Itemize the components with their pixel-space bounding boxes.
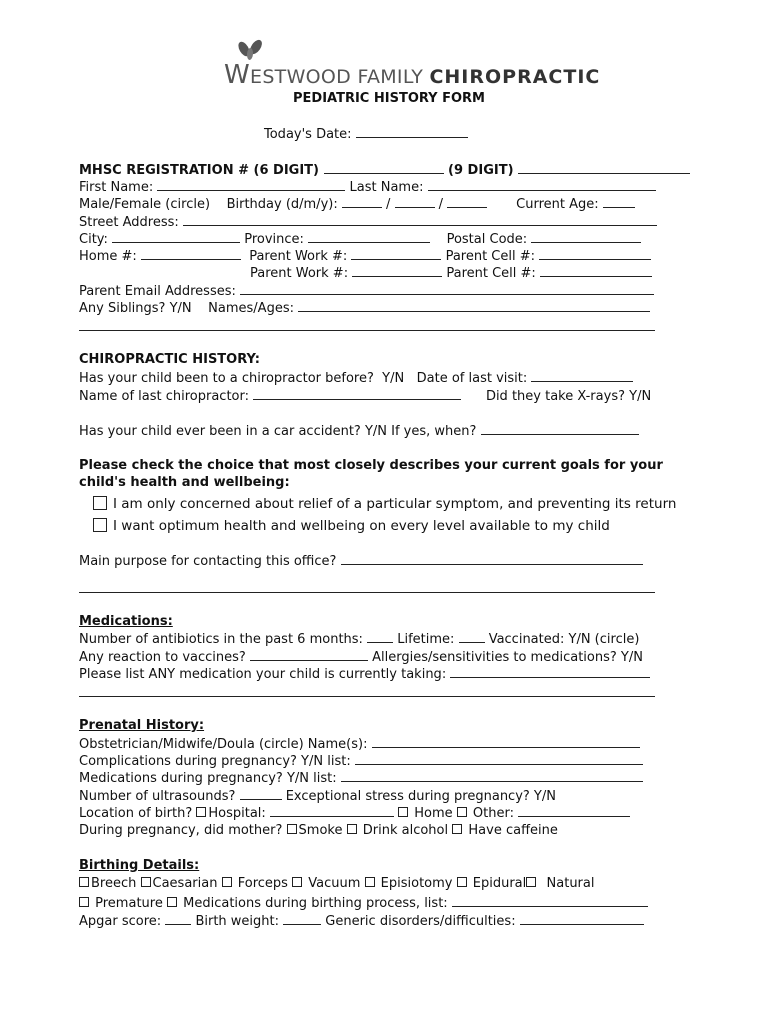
meds-birthing-label: Medications during birthing process, list: bbox=[183, 896, 448, 911]
checkbox-icon[interactable] bbox=[452, 824, 462, 834]
goals-heading-2: child's health and wellbeing: bbox=[79, 475, 290, 490]
slash: / bbox=[386, 197, 391, 212]
allergies-label: Allergies/sensitivities to medications? Y/N bbox=[372, 650, 643, 665]
city-label: City: bbox=[79, 232, 108, 247]
vacuum-label: Vacuum bbox=[308, 876, 361, 891]
checkbox-icon[interactable] bbox=[93, 518, 107, 532]
checkbox-icon[interactable] bbox=[457, 807, 467, 817]
premature-label: Premature bbox=[95, 896, 163, 911]
hospital-label: Hospital: bbox=[208, 806, 266, 821]
med-list-extra-line[interactable] bbox=[79, 696, 655, 697]
reaction-label: Any reaction to vaccines? bbox=[79, 650, 246, 665]
main-purpose-label: Main purpose for contacting this office? bbox=[79, 554, 337, 569]
car-accident-row[interactable] bbox=[79, 423, 639, 440]
prenatal-meds-row[interactable] bbox=[79, 770, 643, 787]
logo-chiropractic: CHIROPRACTIC bbox=[429, 66, 601, 88]
been-before-label: Has your child been to a chiropractor before? bbox=[79, 371, 374, 386]
mhsc-label: MHSC REGISTRATION # (6 DIGIT) bbox=[79, 163, 319, 178]
checkbox-icon[interactable] bbox=[79, 897, 89, 907]
did-mother-row[interactable] bbox=[79, 823, 558, 839]
apgar-label: Apgar score: bbox=[79, 914, 162, 929]
home-row[interactable] bbox=[79, 248, 651, 265]
checkbox-icon[interactable] bbox=[93, 496, 107, 510]
checkbox-icon[interactable] bbox=[287, 824, 297, 834]
breech-label: Breech bbox=[91, 876, 137, 891]
last-chiro-row[interactable] bbox=[79, 388, 651, 405]
natural-label: Natural bbox=[546, 876, 595, 891]
home-label: Home #: bbox=[79, 249, 137, 264]
obstetrician-row[interactable] bbox=[79, 736, 640, 753]
home-birth-label: Home bbox=[414, 806, 453, 821]
goal-option-symptom[interactable] bbox=[93, 496, 676, 512]
sex-birthday-row[interactable] bbox=[79, 196, 635, 213]
province-label: Province: bbox=[244, 232, 304, 247]
checkbox-icon[interactable] bbox=[292, 877, 302, 887]
alcohol-label: Drink alcohol bbox=[362, 823, 449, 838]
postal-label: Postal Code: bbox=[446, 232, 528, 247]
siblings-row[interactable] bbox=[79, 300, 650, 317]
todays-date-label: Today's Date: bbox=[264, 127, 352, 142]
obstetrician-label: Obstetrician/Midwife/Doula (circle) Name(s): bbox=[79, 737, 368, 752]
parent-work-row-2[interactable] bbox=[250, 265, 652, 282]
current-age-label: Current Age: bbox=[516, 197, 599, 212]
med-list-label: Please list ANY medication your child is currently taking: bbox=[79, 667, 447, 682]
prenatal-meds-label: Medications during pregnancy? Y/N list: bbox=[79, 771, 337, 786]
premature-row[interactable] bbox=[79, 895, 648, 912]
med-list-row[interactable] bbox=[79, 666, 650, 683]
generic-label: Generic disorders/difficulties: bbox=[325, 914, 516, 929]
goal-option-wellness[interactable] bbox=[93, 518, 610, 534]
apgar-row[interactable] bbox=[79, 913, 644, 930]
yn-label: Y/N bbox=[382, 371, 405, 386]
name-row[interactable] bbox=[79, 179, 656, 196]
street-row[interactable] bbox=[79, 214, 657, 231]
smoke-label: Smoke bbox=[298, 823, 343, 838]
birthing-options-row[interactable] bbox=[79, 876, 594, 892]
car-accident-label: Has your child ever been in a car accident? Y/N If yes, when? bbox=[79, 424, 477, 439]
checkbox-icon[interactable] bbox=[398, 807, 408, 817]
stress-label: Exceptional stress during pregnancy? Y/N bbox=[285, 789, 556, 804]
checkbox-icon[interactable] bbox=[79, 877, 89, 887]
medications-heading: Medications: bbox=[79, 614, 173, 629]
forceps-label: Forceps bbox=[237, 876, 288, 891]
names-ages-label: Names/Ages: bbox=[208, 301, 294, 316]
city-row[interactable] bbox=[79, 231, 641, 248]
logo-initial: W bbox=[224, 60, 251, 90]
checkbox-icon[interactable] bbox=[141, 877, 151, 887]
street-label: Street Address: bbox=[79, 215, 179, 230]
parent-work-label: Parent Work #: bbox=[250, 266, 349, 281]
antibiotics-row[interactable] bbox=[79, 631, 639, 648]
other-label: Other: bbox=[472, 806, 514, 821]
checkbox-icon[interactable] bbox=[167, 897, 177, 907]
checkbox-icon[interactable] bbox=[222, 877, 232, 887]
ultrasounds-label: Number of ultrasounds? bbox=[79, 789, 236, 804]
vaccinated-label: Vaccinated: Y/N (circle) bbox=[488, 632, 640, 647]
last-visit-label: Date of last visit: bbox=[416, 371, 528, 386]
lifetime-label: Lifetime: bbox=[397, 632, 455, 647]
nine-digit-label: (9 DIGIT) bbox=[448, 163, 514, 178]
complications-label: Complications during pregnancy? Y/N list: bbox=[79, 754, 351, 769]
birth-weight-label: Birth weight: bbox=[195, 914, 279, 929]
form-title: PEDIATRIC HISTORY FORM bbox=[293, 91, 485, 106]
chiro-before-row[interactable] bbox=[79, 370, 633, 387]
checkbox-icon[interactable] bbox=[457, 877, 467, 887]
caesarian-label: Caesarian bbox=[152, 876, 218, 891]
chiro-heading: CHIROPRACTIC HISTORY: bbox=[79, 352, 261, 367]
main-purpose-extra-line[interactable] bbox=[79, 592, 655, 593]
siblings-extra-line[interactable] bbox=[79, 330, 655, 331]
logo-name: ESTWOOD FAMILY bbox=[250, 66, 430, 88]
last-chiro-label: Name of last chiropractor: bbox=[79, 389, 249, 404]
ultrasounds-row[interactable] bbox=[79, 788, 556, 805]
goal-option-symptom-label: I am only concerned about relief of a particular symptom, and preventing its return bbox=[113, 496, 677, 512]
complications-row[interactable] bbox=[79, 753, 643, 770]
parent-cell-label: Parent Cell #: bbox=[446, 266, 536, 281]
checkbox-icon[interactable] bbox=[196, 807, 206, 817]
goals-heading-1: Please check the choice that most closely describes your current goals for your bbox=[79, 458, 663, 473]
prenatal-heading: Prenatal History: bbox=[79, 718, 205, 733]
email-label: Parent Email Addresses: bbox=[79, 284, 236, 299]
slash: / bbox=[438, 197, 444, 212]
sex-label: Male/Female (circle) bbox=[79, 197, 211, 212]
location-label: Location of birth? bbox=[79, 806, 193, 821]
siblings-label: Any Siblings? Y/N bbox=[79, 301, 192, 316]
checkbox-icon[interactable] bbox=[347, 824, 357, 834]
goal-option-wellness-label: I want optimum health and wellbeing on every level available to my child bbox=[113, 518, 610, 534]
main-purpose-row[interactable] bbox=[79, 553, 643, 570]
last-name-label: Last Name: bbox=[349, 180, 424, 195]
brand-logo bbox=[224, 60, 600, 90]
mhsc-row[interactable] bbox=[79, 162, 690, 179]
episiotomy-label: Episiotomy bbox=[380, 876, 453, 891]
parent-work-label: Parent Work #: bbox=[249, 249, 348, 264]
checkbox-icon[interactable] bbox=[365, 877, 375, 887]
epidural-label: Epidural bbox=[472, 876, 527, 891]
antibiotics-label: Number of antibiotics in the past 6 months: bbox=[79, 632, 363, 647]
did-mother-label: During pregnancy, did mother? bbox=[79, 823, 283, 838]
birthday-label: Birthday (d/m/y): bbox=[226, 197, 338, 212]
checkbox-icon[interactable] bbox=[526, 877, 536, 887]
first-name-label: First Name: bbox=[79, 180, 154, 195]
reaction-row[interactable] bbox=[79, 649, 643, 666]
xrays-label: Did they take X-rays? Y/N bbox=[485, 389, 652, 404]
email-row[interactable] bbox=[79, 283, 654, 300]
location-row[interactable] bbox=[79, 805, 630, 822]
birthing-heading: Birthing Details: bbox=[79, 858, 200, 873]
todays-date-field[interactable] bbox=[264, 126, 468, 143]
parent-cell-label: Parent Cell #: bbox=[445, 249, 536, 264]
caffeine-label: Have caffeine bbox=[468, 823, 558, 838]
